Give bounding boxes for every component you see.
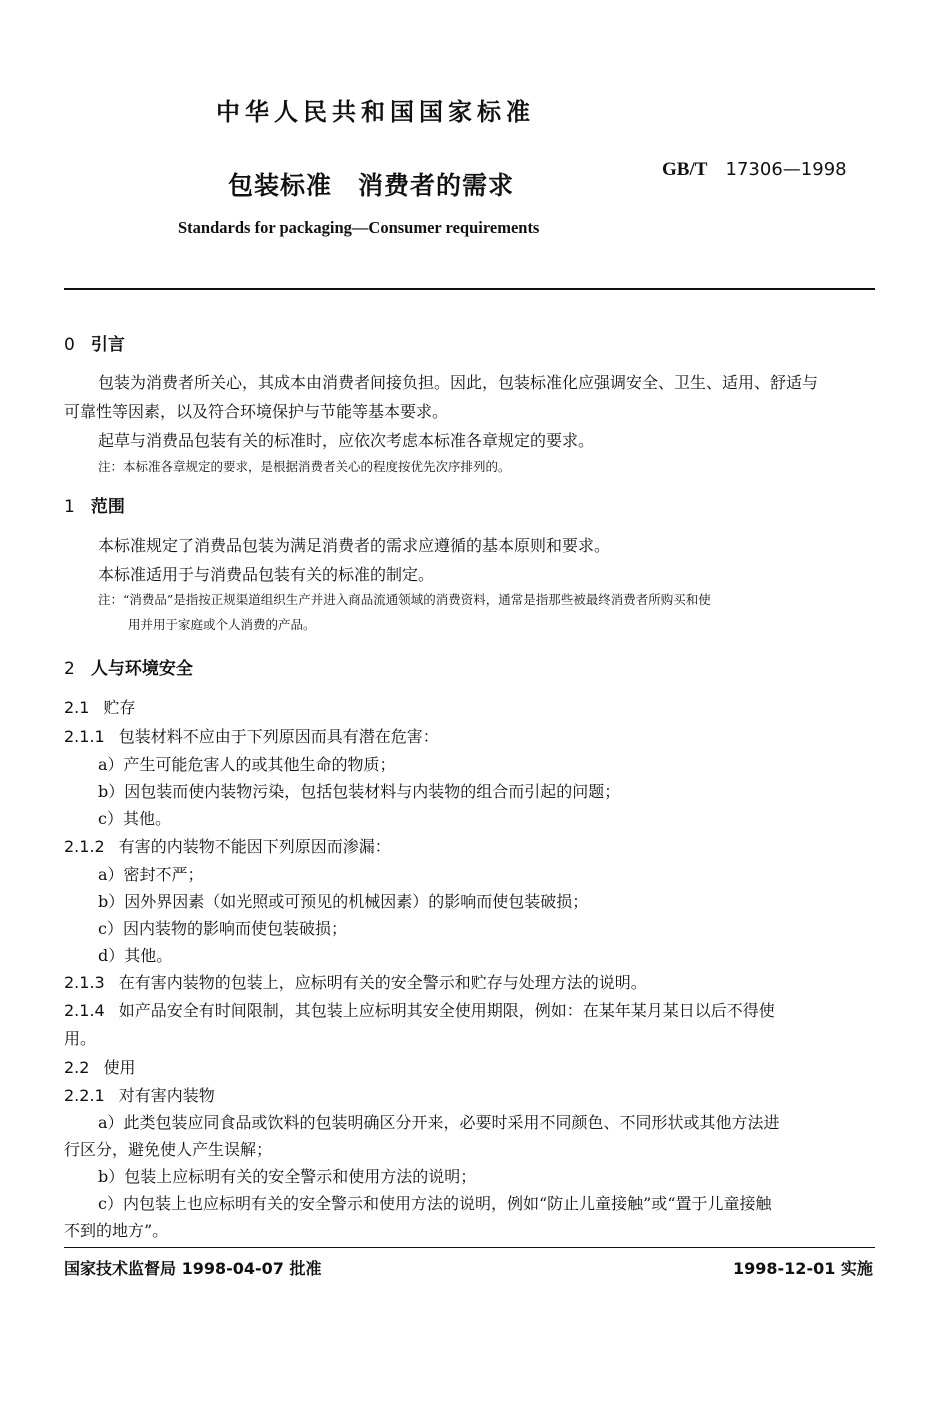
section-0-heading (64, 330, 125, 355)
paragraph: 可靠性等因素，以及符合环境保护与节能等基本要求。 (64, 402, 449, 421)
note: 注：“消费品”是指按正规渠道组织生产并进入商品流通领域的消费资料，通常是指那些被最终消费者所购买和使 (98, 592, 711, 607)
clause-number: 2.1 (64, 698, 90, 717)
approval-date: 国家技术监督局 1998-04-07 批准 (64, 1259, 322, 1278)
clause-number: 2.2 (64, 1058, 90, 1077)
header-divider (64, 288, 875, 290)
clause-text: 有害的内装物不能因下列原因而渗漏： (118, 837, 391, 856)
section-title: 人与环境安全 (90, 659, 193, 679)
clause-number: 2.1.3 (64, 973, 105, 992)
section-number: 1 (64, 497, 75, 517)
clause-text: 如产品安全有时间限制，其包装上应标明其安全使用期限，例如：在某年某月某日以后不得使 (118, 1001, 775, 1020)
section-number: 0 (64, 335, 75, 355)
list-item: d）其他。 (98, 946, 173, 965)
note: 注：本标准各章规定的要求，是根据消费者关心的程度按优先次序排列的。 (98, 459, 511, 474)
clause-number: 2.1.4 (64, 1001, 105, 1020)
section-1-heading (64, 492, 125, 517)
standard-title-en: Standards for packaging—Consumer requirements (178, 218, 540, 237)
implementation-date: 1998-12-01 实施 (733, 1259, 873, 1278)
clause-title: 贮存 (103, 698, 136, 717)
clause-number: 2.1.2 (64, 837, 105, 856)
paragraph: 起草与消费品包装有关的标准时，应依次考虑本标准各章规定的要求。 (98, 431, 595, 450)
list-item: c）因内装物的影响而使包装破损； (98, 919, 347, 938)
clause-title: 使用 (103, 1058, 136, 1077)
clause-number: 2.1.1 (64, 727, 105, 746)
clause-2-2 (64, 1055, 135, 1078)
standard-title-cn: 包装标准 消费者的需求 (228, 171, 515, 200)
section-2-heading (64, 654, 193, 679)
list-item: c）内包装上也应标明有关的安全警示和使用方法的说明，例如“防止儿童接触”或“置于儿童接触 (98, 1194, 772, 1213)
list-item: a）密封不严； (98, 865, 204, 884)
clause-text-continued: 用。 (64, 1029, 97, 1048)
list-item: a）此类包装应同食品或饮料的包装明确区分开来，必要时采用不同颜色、不同形状或其他方法进 (98, 1113, 780, 1132)
clause-number: 2.2.1 (64, 1086, 105, 1105)
clause-2-1 (64, 695, 135, 718)
clause-2-1-4 (64, 998, 775, 1021)
clause-text: 包装材料不应由于下列原因而具有潜在危害： (118, 727, 439, 746)
list-item-continued: 行区分，避免使人产生误解； (64, 1140, 273, 1159)
code-prefix: GB/T (662, 159, 708, 180)
paragraph: 本标准适用于与消费品包装有关的标准的制定。 (98, 565, 435, 584)
footer-divider (64, 1247, 875, 1248)
section-title: 范围 (90, 497, 125, 517)
clause-2-1-1 (64, 724, 439, 747)
clause-text: 在有害内装物的包装上，应标明有关的安全警示和贮存与处理方法的说明。 (118, 973, 647, 992)
list-item: b）因外界因素（如光照或可预见的机械因素）的影响而使包装破损； (98, 892, 589, 911)
note: 用并用于家庭或个人消费的产品。 (128, 617, 316, 632)
country-standard-title: 中华人民共和国国家标准 (216, 98, 535, 126)
list-item: c）其他。 (98, 809, 171, 828)
paragraph: 本标准规定了消费品包装为满足消费者的需求应遵循的基本原则和要求。 (98, 536, 611, 555)
clause-text: 对有害内装物 (118, 1086, 215, 1105)
list-item: b）因包装而使内装物污染，包括包装材料与内装物的组合而引起的问题； (98, 782, 621, 801)
code-number: 17306—1998 (725, 159, 847, 180)
section-title: 引言 (90, 335, 125, 355)
paragraph: 包装为消费者所关心，其成本由消费者间接负担。因此，包装标准化应强调安全、卫生、适用、舒适与 (98, 373, 819, 392)
list-item: a）产生可能危害人的或其他生命的物质； (98, 755, 396, 774)
clause-2-1-3 (64, 970, 647, 993)
list-item: b）包装上应标明有关的安全警示和使用方法的说明； (98, 1167, 477, 1186)
clause-2-2-1 (64, 1083, 215, 1106)
list-item-continued: 不到的地方”。 (64, 1221, 169, 1240)
clause-2-1-2 (64, 834, 391, 857)
section-number: 2 (64, 659, 75, 679)
standard-code (662, 158, 847, 181)
